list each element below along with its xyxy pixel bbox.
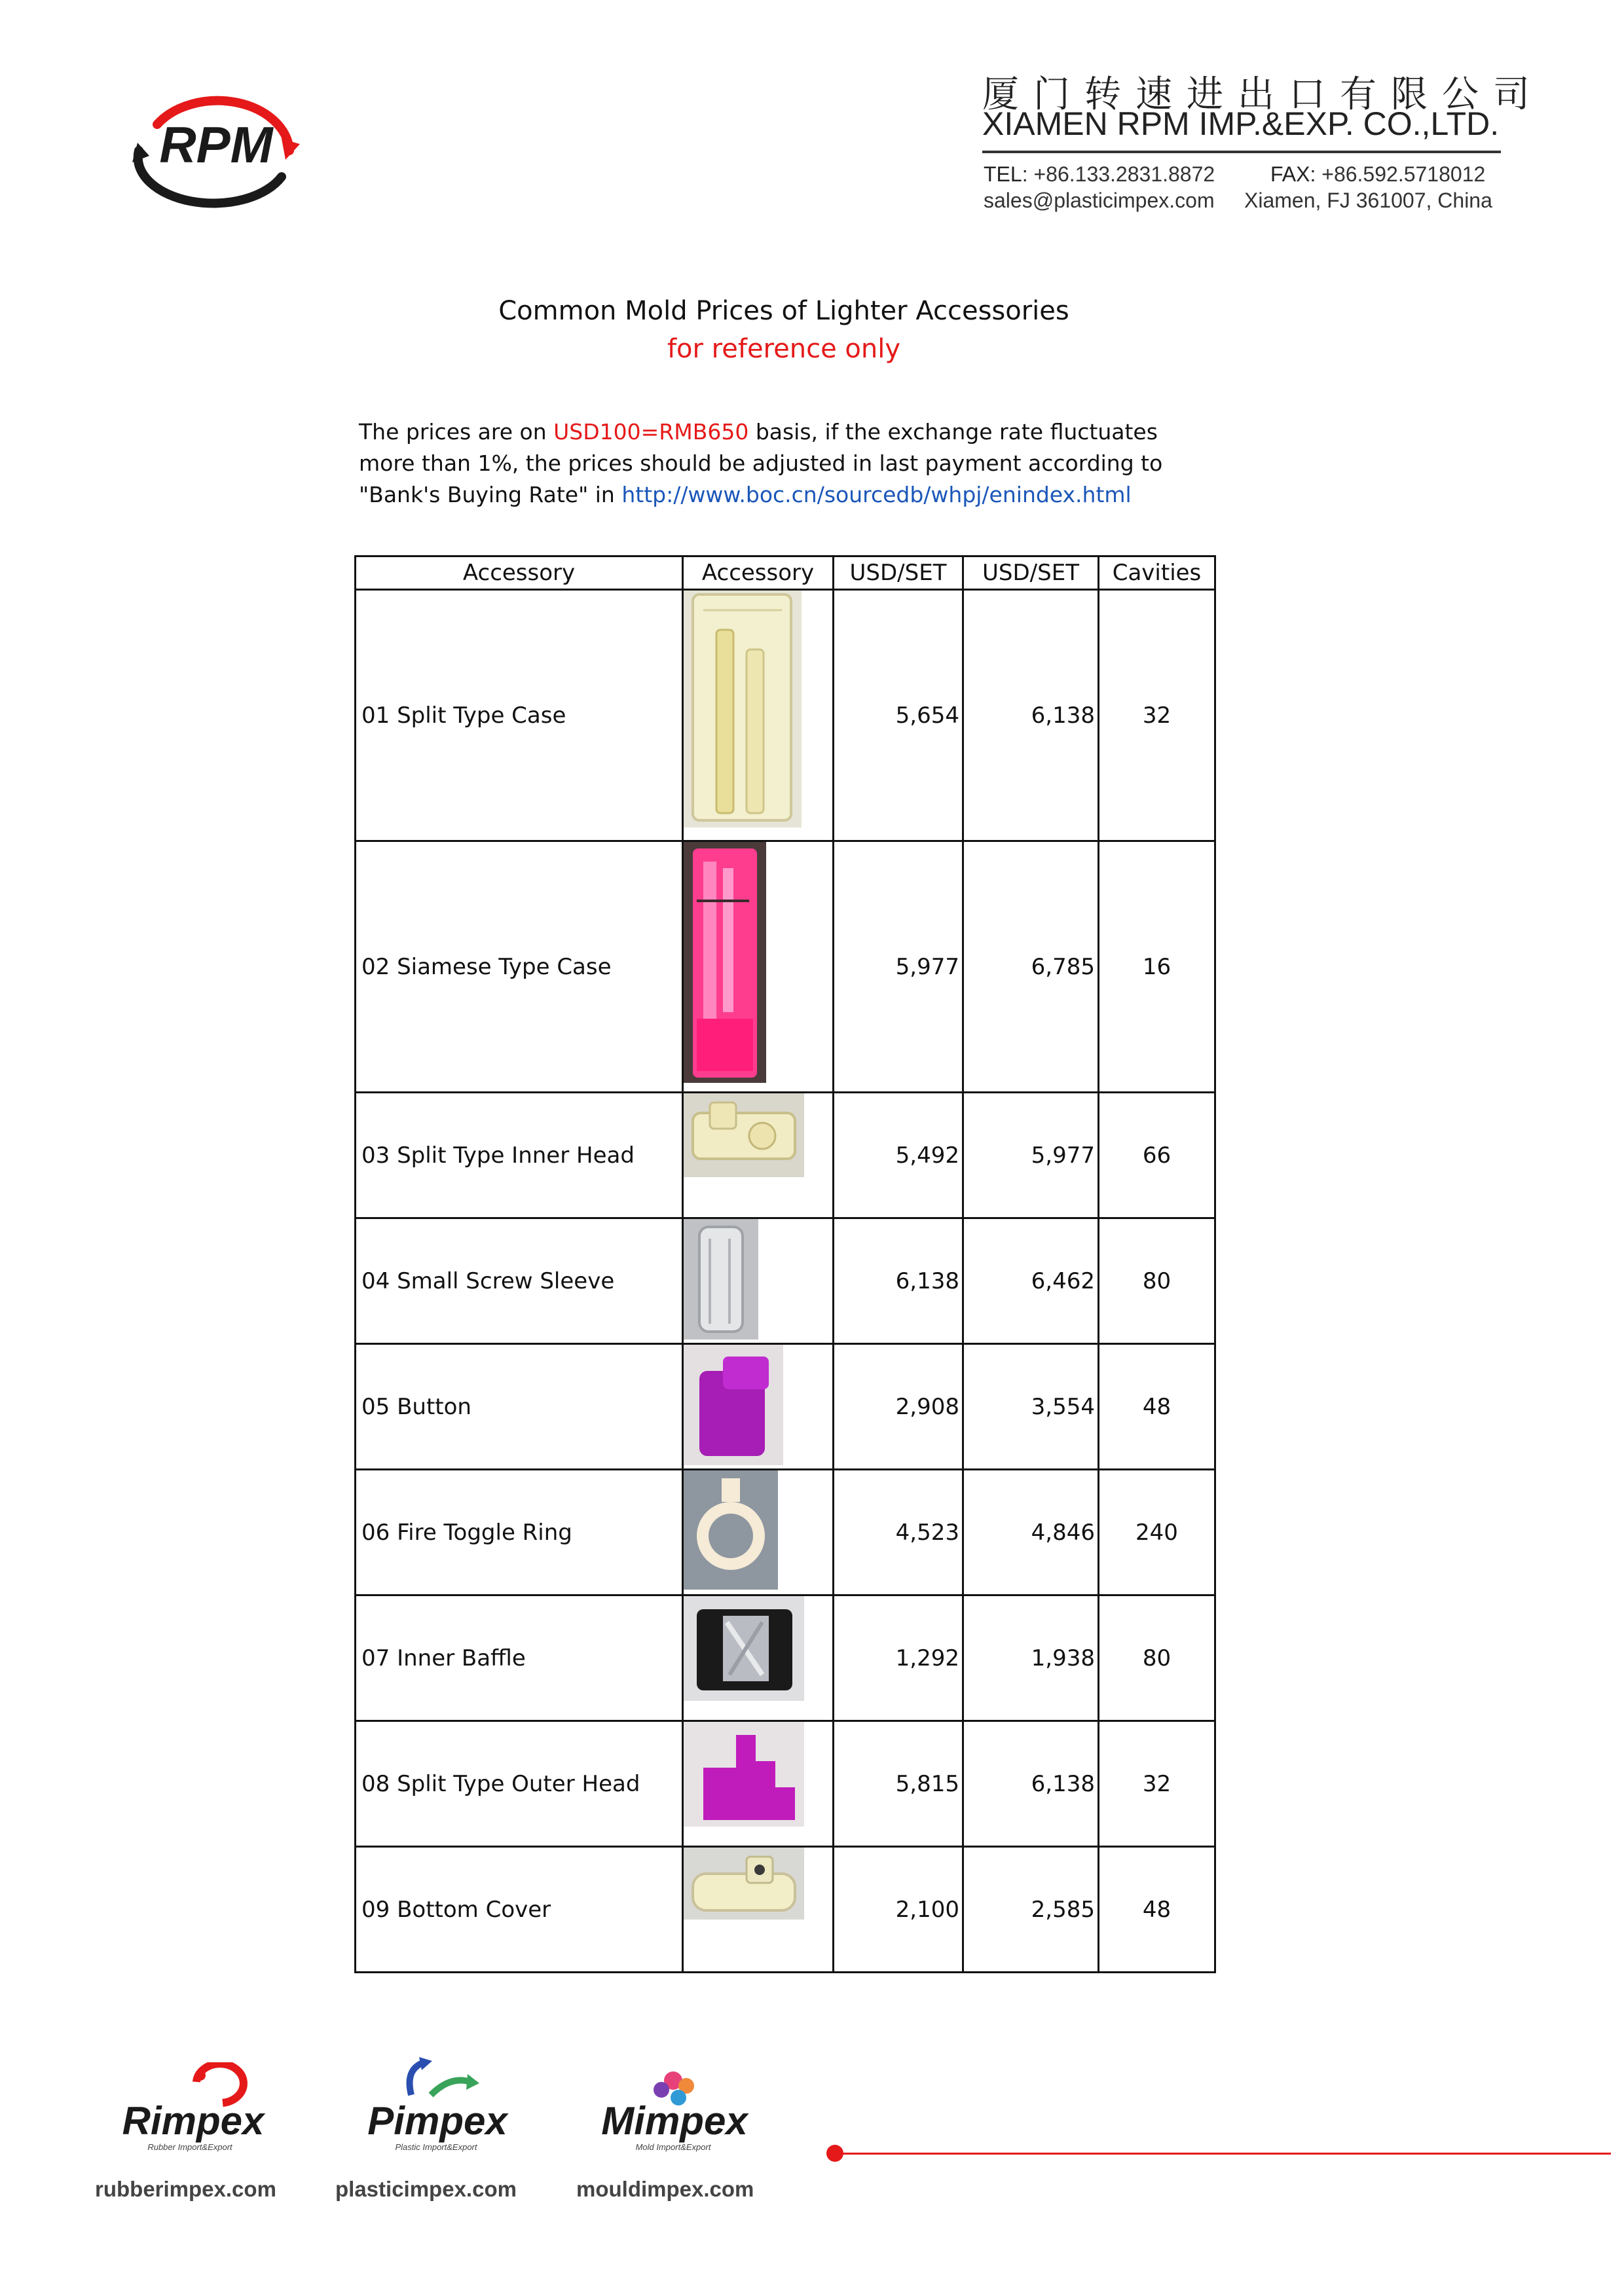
usd-set-price-2: 5,977 (963, 1093, 1099, 1218)
accessory-image-cell (683, 1721, 834, 1847)
price-table (354, 555, 1216, 1973)
pimpex-tagline: Plastic Import&Export (395, 2142, 477, 2152)
accessory-name: 05 Button (356, 1344, 683, 1470)
usd-set-price-2: 4,846 (963, 1470, 1099, 1595)
split-type-inner-head-image (684, 1093, 804, 1177)
table-row (356, 1344, 1215, 1470)
accessory-image-cell (683, 1470, 834, 1595)
exchange-rate-note (359, 416, 1210, 511)
accessory-name: 01 Split Type Case (356, 590, 683, 841)
accessory-name: 09 Bottom Cover (356, 1847, 683, 1973)
split-type-case-image (684, 591, 802, 828)
accessory-image-cell (683, 1093, 834, 1218)
accessory-name: 03 Split Type Inner Head (356, 1093, 683, 1218)
accessory-name: 06 Fire Toggle Ring (356, 1470, 683, 1595)
mimpex-url[interactable]: mouldimpex.com (576, 2177, 754, 2201)
cavities-count: 16 (1099, 841, 1215, 1093)
cavities-count: 240 (1099, 1470, 1215, 1595)
tel-number: +86.133.2831.8872 (1033, 162, 1215, 186)
accessory-name: 04 Small Screw Sleeve (356, 1218, 683, 1344)
usd-set-price-2: 6,785 (963, 841, 1099, 1093)
table-row (356, 1470, 1215, 1595)
rpm-logo-text: RPM (159, 116, 273, 173)
accessory-image-cell (683, 1595, 834, 1721)
button-image (684, 1345, 783, 1465)
table-row (356, 1595, 1215, 1721)
company-name-en: XIAMEN RPM IMP.&EXP. CO.,LTD. (982, 105, 1500, 142)
fax-line (1270, 162, 1485, 187)
rimpex-tagline: Rubber Import&Export (147, 2142, 232, 2152)
usd-set-price-1: 5,492 (834, 1093, 963, 1218)
mimpex-logo (596, 2062, 753, 2154)
table-row (356, 1847, 1215, 1973)
mimpex-brand: Mimpex (601, 2099, 748, 2143)
cavities-count: 48 (1099, 1847, 1215, 1973)
small-screw-sleeve-image (684, 1219, 758, 1339)
bank-rate-link[interactable]: http://www.boc.cn/sourcedb/whpj/enindex.html (621, 482, 1132, 507)
cavities-count: 80 (1099, 1218, 1215, 1344)
usd-set-price-2: 2,585 (963, 1847, 1099, 1973)
usd-set-price-1: 4,523 (834, 1470, 963, 1595)
company-name-cn: 厦门转速进出口有限公司 (982, 73, 1544, 116)
usd-set-price-1: 6,138 (834, 1218, 963, 1344)
usd-set-price-2: 1,938 (963, 1595, 1099, 1721)
email-address[interactable]: sales@plasticimpex.com (984, 189, 1215, 212)
postal-address: Xiamen, FJ 361007, China (1244, 189, 1492, 212)
table-row (356, 1093, 1215, 1218)
usd-set-price-1: 5,815 (834, 1721, 963, 1847)
usd-set-price-1: 2,100 (834, 1847, 963, 1973)
cavities-count: 32 (1099, 590, 1215, 841)
accessory-image-cell (683, 1344, 834, 1470)
tel-line (984, 162, 1215, 187)
rimpex-brand: Rimpex (122, 2099, 265, 2143)
header-divider (982, 151, 1501, 153)
bottom-cover-image (684, 1848, 804, 1920)
pimpex-brand: Pimpex (367, 2099, 507, 2143)
exchange-rate: USD100=RMB650 (553, 419, 749, 445)
table-row (356, 841, 1215, 1093)
document-subtitle: for reference only (667, 334, 901, 364)
fax-label: FAX: (1270, 162, 1316, 186)
pimpex-url[interactable]: plasticimpex.com (335, 2177, 517, 2201)
usd-set-price-2: 6,138 (963, 590, 1099, 841)
table-header-row (356, 556, 1215, 590)
rimpex-url[interactable]: rubberimpex.com (95, 2177, 276, 2201)
rimpex-logo (118, 2062, 275, 2154)
cavities-count: 48 (1099, 1344, 1215, 1470)
usd-set-price-2: 6,138 (963, 1721, 1099, 1847)
accessory-image-cell (683, 1218, 834, 1344)
note-text-1: The prices are on (359, 419, 554, 445)
table-row (356, 1721, 1215, 1847)
accessory-image-cell (683, 590, 834, 841)
accessory-name: 08 Split Type Outer Head (356, 1721, 683, 1847)
usd-set-price-1: 5,977 (834, 841, 963, 1093)
document-title: Common Mold Prices of Lighter Accessories (498, 296, 1069, 326)
note-text-2: basis, if the exchange rate fluctuates more than 1%, the prices should be adjusted in last payment according to "Bank's Buying Rate" in (359, 419, 1163, 507)
header-usd-set-2: USD/SET (963, 556, 1099, 590)
split-type-outer-head-image (684, 1722, 804, 1827)
header-accessory-name: Accessory (356, 556, 683, 590)
header-cavities: Cavities (1099, 556, 1215, 590)
accessory-image-cell (683, 1847, 834, 1973)
footer-red-line (838, 2153, 1611, 2155)
usd-set-price-2: 3,554 (963, 1344, 1099, 1470)
accessory-image-cell (683, 841, 834, 1093)
fax-number: +86.592.5718012 (1321, 162, 1486, 186)
pimpex-logo (359, 2056, 516, 2154)
inner-baffle-image (684, 1596, 804, 1701)
tel-label: TEL: (984, 162, 1028, 186)
usd-set-price-2: 6,462 (963, 1218, 1099, 1344)
cavities-count: 32 (1099, 1721, 1215, 1847)
fire-toggle-ring-image (684, 1470, 778, 1590)
mimpex-tagline: Mold Import&Export (635, 2142, 711, 2152)
usd-set-price-1: 2,908 (834, 1344, 963, 1470)
cavities-count: 66 (1099, 1093, 1215, 1218)
siamese-type-case-image (684, 842, 766, 1083)
accessory-name: 07 Inner Baffle (356, 1595, 683, 1721)
cavities-count: 80 (1099, 1595, 1215, 1721)
table-row (356, 590, 1215, 841)
usd-set-price-1: 1,292 (834, 1595, 963, 1721)
usd-set-price-1: 5,654 (834, 590, 963, 841)
rpm-logo (118, 79, 314, 210)
accessory-name: 02 Siamese Type Case (356, 841, 683, 1093)
table-row (356, 1218, 1215, 1344)
header-usd-set-1: USD/SET (834, 556, 963, 590)
header-accessory-image: Accessory (683, 556, 834, 590)
